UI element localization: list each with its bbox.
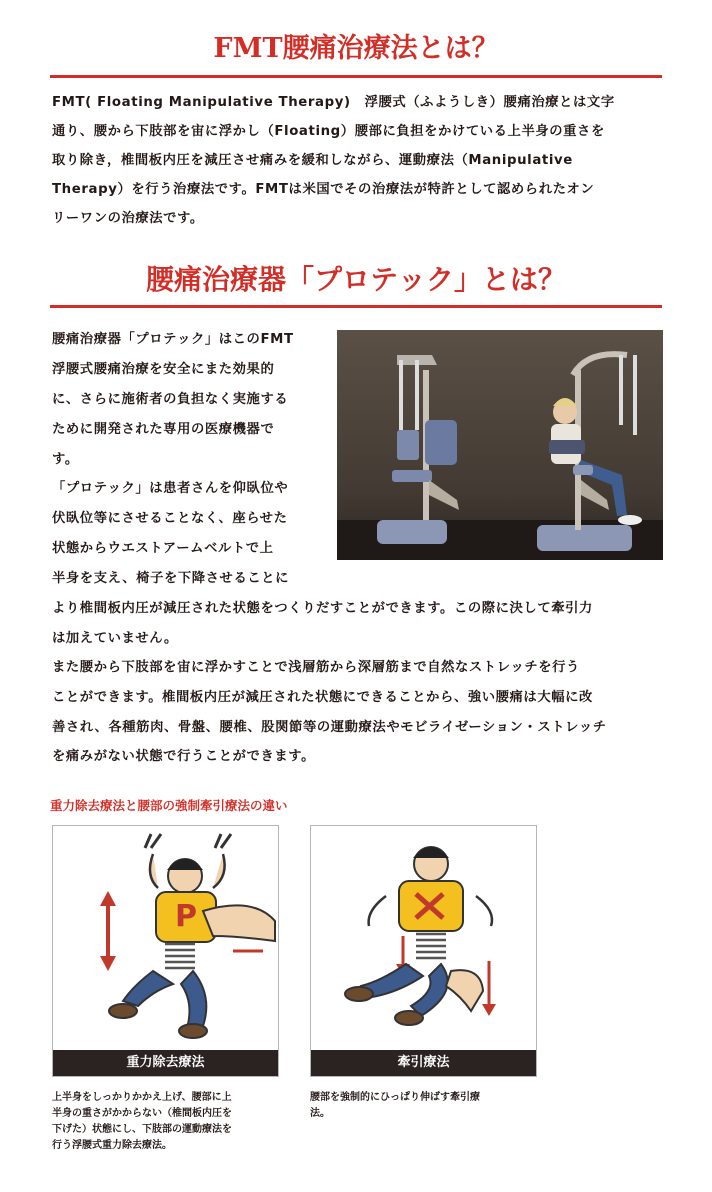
caption-line: 下げた）状態にし、下肢部の運動療法を xyxy=(52,1124,232,1135)
caption-line: 上半身をしっかりかかえ上げ、腰部に上 xyxy=(52,1092,232,1103)
section1-rule xyxy=(50,75,662,78)
protec-device-illustration xyxy=(337,330,663,560)
section2-title: 腰痛治療器「プロテック」とは？ xyxy=(145,263,566,296)
section1-title: FMT腰痛治療法とは？ xyxy=(213,33,499,64)
text-line: FMT( Floating Manipulative Therapy) 浮腰式（ふようしき）腰痛治療とは文字 xyxy=(52,95,615,110)
text-line: リーワンの治療法です。 xyxy=(52,211,204,226)
text-line: より椎間板内圧が減圧された状態をつくりだすことができます。この際に決して牽引力 xyxy=(52,601,593,616)
gravity-removal-illustration xyxy=(53,826,278,1050)
text-line: す。 xyxy=(52,452,79,467)
text-line: を痛みがない状態で行うことができます。 xyxy=(52,749,315,764)
text-line: 伏臥位等にさせることなく、座らせた xyxy=(52,511,288,526)
text-line: は加えていません。 xyxy=(52,631,178,646)
svg-text:P: P xyxy=(175,899,197,934)
traction-label: 牽引療法 xyxy=(311,1050,536,1076)
text-line: また腰から下肢部を宙に浮かすことで浅層筋から深層筋まで自然なストレッチを行う xyxy=(52,660,580,675)
text-line: 通り、腰から下肢部を宙に浮かし（Floating）腰部に負担をかけている上半身の重さを xyxy=(52,124,605,139)
caption-line: 腰部を強制的にひっぱり伸ばす牽引療 xyxy=(310,1092,480,1103)
text-line: 半身を支え、椅子を下降させることに xyxy=(52,571,290,586)
text-line: ことができます。椎間板内圧が減圧された状態にできることから、強い腰痛は大幅に改 xyxy=(52,690,593,705)
text-line: 腰痛治療器「プロテック」はこのFMT xyxy=(52,332,294,347)
comparison-title: 重力除去療法と腰部の強制牽引療法の違い xyxy=(50,798,288,813)
text-line: に、さらに施術者の負担なく実施する xyxy=(52,392,289,407)
text-line: ために開発された専用の医療機器で xyxy=(52,422,275,437)
text-line: 善され、各種筋肉、骨盤、腰椎、股関節等の運動療法やモビライゼーション・ストレッチ xyxy=(52,720,607,735)
gravity-removal-label: 重力除去療法 xyxy=(53,1050,278,1076)
gravity-removal-panel xyxy=(52,825,279,1077)
protec-device-photo xyxy=(337,330,663,560)
text-line: 浮腰式腰痛治療を安全にまた効果的 xyxy=(52,362,275,377)
traction-panel xyxy=(310,825,537,1077)
device-empty xyxy=(377,355,459,544)
text-line: Therapy）を行う治療法です。FMTは米国でその治療法が特許として認められたオン xyxy=(52,182,595,197)
caption-line: 半身の重さがかからない（椎間板内圧を xyxy=(52,1108,232,1119)
text-line: 状態からウエストアームベルトで上 xyxy=(52,541,274,556)
caption-line: 法。 xyxy=(310,1108,330,1119)
text-line: 「プロテック」は患者さんを仰臥位や xyxy=(52,481,289,496)
text-line: 取り除き，椎間板内圧を減圧させ痛みを緩和しながら、運動療法（Manipulative xyxy=(52,153,573,168)
traction-illustration xyxy=(311,826,536,1050)
section2-rule xyxy=(50,305,662,308)
caption-line: 行う浮腰式重力除去療法。 xyxy=(52,1140,172,1151)
